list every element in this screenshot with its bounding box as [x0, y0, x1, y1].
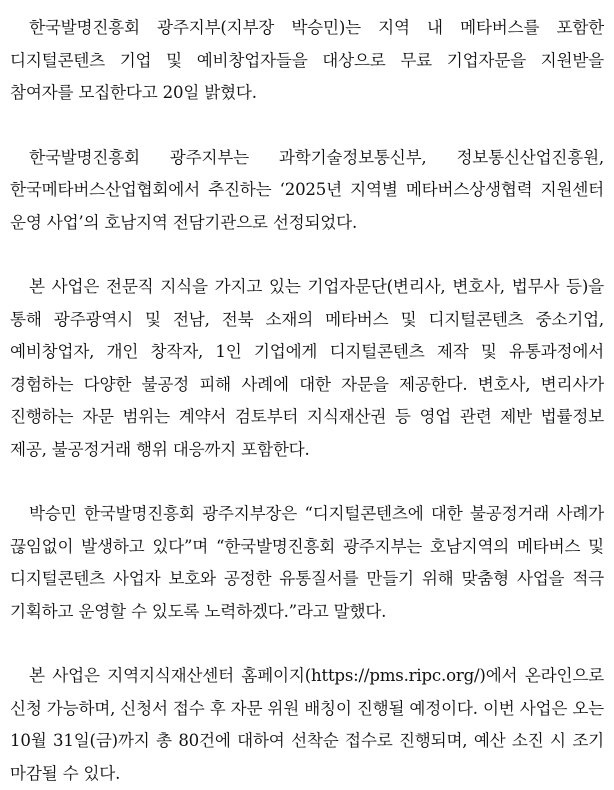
paragraph: 본 사업은 전문직 지식을 가지고 있는 기업자문단(변리사, 변호사, 법무사 등)을 통해 광주광역시 및 전남, 전북 소재의 메타버스 및 디지털콘텐츠 중소기업, 예비창업자, 개인 창작자, 1인 기업에게 디지털콘텐츠 제작 및 유통과정에서 경험하는 다양한 불공정 피해 사례에 대한 자문을 제공한다. 변호사, 변리사가 진행하는 자문 범위는 계약서 검토부터 지식재산권 등 영업 관련 제반 법률정보 제공, 불공정거래 행위 대응까지 포함한다.	[10, 277, 604, 459]
paragraph: 한국발명진흥회 광주지부(지부장 박승민)는 지역 내 메타버스를 포함한 디지털콘텐츠 기업 및 예비창업자들을 대상으로 무료 기업자문을 지원받을 참여자를 모집한다고 20일 밝혔다.	[10, 18, 604, 102]
paragraph: 본 사업은 지역지식재산센터 홈페이지(https://pms.ripc.org/)에서 온라인으로 신청 가능하며, 신청서 접수 후 자문 위원 배칭이 진행될 예정이다. 이번 사업은 오는 10월 31일(금)까지 총 80건에 대하여 선착순 접수로 진행되며, 예산 소진 시 조기 마감될 수 있다.	[10, 666, 604, 783]
paragraph: 한국발명진흥회 광주지부는 과학기술정보통신부, 정보통신산업진흥원, 한국메타버스산업협회에서 추진하는 ‘2025년 지역별 메타버스상생협력 지원센터 운영 사업’의 호남지역 전담기관으로 선정되었다.	[10, 147, 604, 232]
paragraph: 박승민 한국발명진흥회 광주지부장은 “디지털콘텐츠에 대한 불공정거래 사례가 끊임없이 발생하고 있다”며 “한국발명진흥회 광주지부는 호남지역의 메타버스 및 디지털콘텐츠 사업자 보호와 공정한 유통질서를 만들기 위해 맞춤형 사업을 적극 기획하고 운영할 수 있도록 노력하겠다.”라고 말했다.	[10, 504, 604, 621]
